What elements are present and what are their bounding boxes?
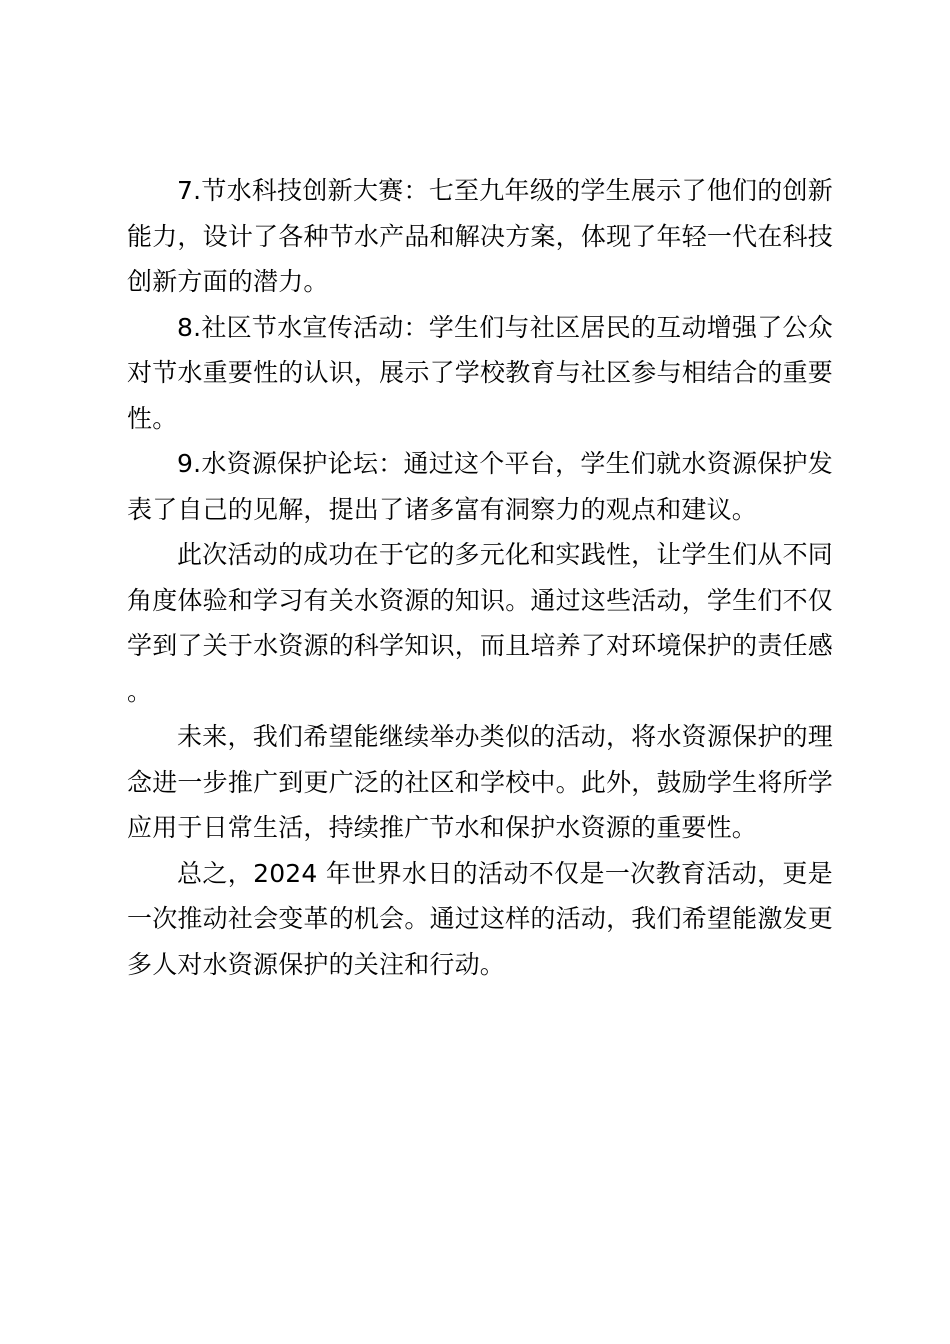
document-page [127,168,833,987]
paragraph-item-7-tech-contest: 7.节水科技创新大赛：七至九年级的学生展示了他们的创新能力，设计了各种节水产品和解决方案，体现了年轻一代在科技创新方面的潜力。 [127,176,833,296]
paragraph-future-plans: 未来，我们希望能继续举办类似的活动，将水资源保护的理念进一步推广到更广泛的社区和学校中。此外，鼓励学生将所学应用于日常生活，持续推广节水和保护水资源的重要性。 [127,722,833,842]
paragraph-conclusion: 总之，2024 年世界水日的活动不仅是一次教育活动，更是一次推动社会变革的机会。通过这样的活动，我们希望能激发更多人对水资源保护的关注和行动。 [127,858,833,979]
paragraph-item-8-community-campaign: 8.社区节水宣传活动：学生们与社区居民的互动增强了公众对节水重要性的认识，展示了学校教育与社区参与相结合的重要性。 [127,312,833,433]
paragraph-success-summary: 此次活动的成功在于它的多元化和实践性，让学生们从不同角度体验和学习有关水资源的知识。通过这些活动，学生们不仅学到了关于水资源的科学知识，而且培养了对环境保护的责任感。 [127,540,833,706]
paragraph-item-9-water-forum: 9.水资源保护论坛：通过这个平台，学生们就水资源保护发表了自己的见解，提出了诸多富有洞察力的观点和建议。 [127,449,833,524]
